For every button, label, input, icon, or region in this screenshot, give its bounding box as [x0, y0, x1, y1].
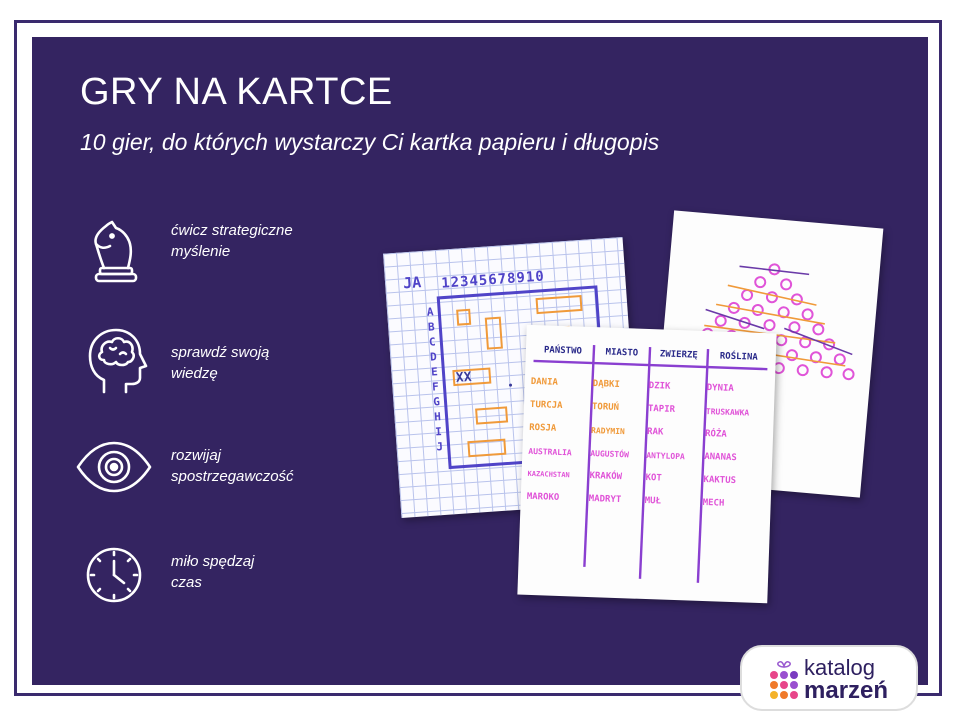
feature-time	[74, 535, 354, 615]
word-game-paper	[517, 325, 776, 604]
feature-time-label: miło spędzaj czas	[171, 553, 255, 591]
feature-strategy-label: ćwicz strategiczne myślenie	[171, 222, 293, 260]
battleship-label: JA	[402, 273, 422, 293]
col-header-animal: ZWIERZĘ	[659, 349, 698, 361]
table-row: TURCJA TORUŃ TAPIR TRUSKAWKA	[529, 399, 750, 418]
feature-perception	[74, 427, 354, 507]
col-header-city: MIASTO	[605, 347, 639, 359]
table-row: ROSJA RADYMIN RAK RÓŻA	[529, 422, 727, 440]
page-title: GRY NA KARTCE	[80, 71, 393, 113]
eye-icon	[74, 427, 154, 507]
table-row: KAZACHSTAN KRAKÓW KOT KAKTUS	[527, 469, 737, 487]
col-header-country: PAŃSTWO	[543, 345, 583, 357]
main-panel	[32, 37, 928, 685]
feature-strategy	[74, 214, 354, 294]
chess-knight-icon	[74, 214, 154, 294]
table-row: MAROKO MADRYT MUŁ MECH	[526, 491, 725, 509]
battleship-letters: A B C D E F G H I J	[426, 305, 444, 454]
table-row: DANIA DĄBKI DZIK DYNIA	[530, 376, 734, 394]
logo-text-marzen: marzeń	[804, 677, 889, 704]
logo-text-katalog: katalog	[804, 655, 875, 680]
feature-knowledge-label: sprawdź swoją wiedzę	[171, 344, 270, 382]
col-header-plant: ROŚLINA	[719, 351, 758, 363]
brain-head-icon	[74, 322, 154, 402]
feature-knowledge	[74, 322, 354, 402]
table-row: AUSTRALIA AUGUSTÓW ANTYLOPA ANANAS	[528, 446, 737, 464]
word-game-rows	[526, 371, 771, 517]
battleship-marks: XX	[455, 369, 473, 386]
feature-perception-label: rozwijaj spostrzegawczość	[171, 447, 294, 485]
gift-dots-icon	[768, 659, 800, 701]
page-subtitle: 10 gier, do których wystarczy Ci kartka papieru i długopis	[80, 129, 660, 155]
battleship-numbers: 12345678910	[440, 268, 546, 292]
clock-icon	[74, 535, 154, 615]
katalog-marzen-logo[interactable]	[740, 645, 918, 711]
